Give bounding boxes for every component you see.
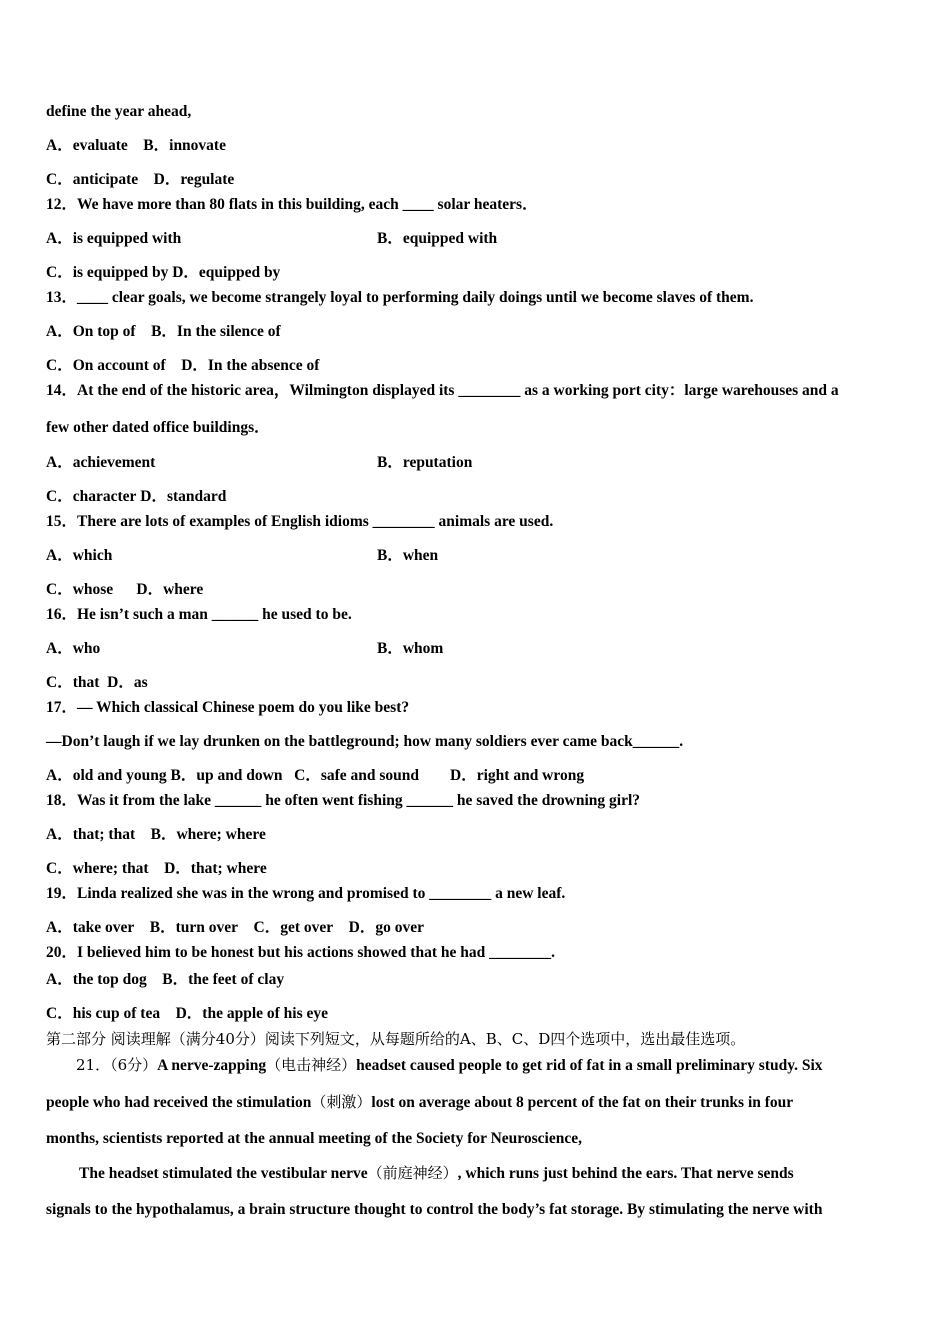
q20-option-b[interactable]: B．the feet of clay: [162, 971, 285, 988]
q18-stem: 18．Was it from the lake ______ he often went fishing ______ he saved the drowning girl?: [46, 792, 641, 809]
q14-stem-line1: 14．At the end of the historic area，Wilmington displayed its ________ as a working port city：large warehouses and a: [46, 382, 839, 399]
q19-option-b[interactable]: B．turn over: [149, 919, 239, 936]
q16-stem: 16．He isn’t such a man ______ he used to be.: [46, 606, 352, 623]
q18-option-a[interactable]: A．that; that: [46, 826, 136, 843]
q11-option-b[interactable]: B．innovate: [143, 137, 226, 154]
q12-option-d[interactable]: D．equipped by: [172, 264, 281, 281]
q15-options-row2: [46, 580, 910, 600]
q12-options-row2: [46, 263, 910, 283]
q14-stem-line2: few other dated office buildings．: [46, 419, 270, 436]
q12-option-b[interactable]: B．equipped with: [377, 230, 498, 247]
q15-option-d[interactable]: D．where: [136, 581, 204, 598]
q13-stem: 13．____ clear goals, we become strangely loyal to performing daily doings until we become slaves of them.: [46, 289, 754, 306]
q13-option-d[interactable]: D．In the absence of: [181, 357, 320, 374]
q21-p1-l1b: （电击神经）: [266, 1056, 357, 1074]
q11-options-row2: [46, 170, 910, 190]
q21-para1-line2: [46, 1092, 910, 1113]
q21-p1-l1a: A nerve-zapping: [157, 1057, 267, 1074]
q17-option-a[interactable]: A．old and young: [46, 767, 167, 784]
q13-option-c[interactable]: C．On account of: [46, 357, 166, 374]
q18-options-row2: [46, 859, 910, 879]
q13-options-row2: [46, 356, 910, 376]
q20-stem: 20．I believed him to be honest but his actions showed that he had ________.: [46, 944, 555, 961]
q17-option-c[interactable]: C．safe and sound: [294, 767, 420, 784]
q16-options-row1: [46, 639, 910, 659]
q21-p2-l1b: （前庭神经）: [367, 1164, 458, 1182]
q16-option-a[interactable]: A．who: [46, 640, 101, 657]
q14-option-c[interactable]: C．character: [46, 488, 137, 505]
q11-options-row1: [46, 136, 910, 156]
q18-option-d[interactable]: D．that; where: [164, 860, 267, 877]
q15-option-a[interactable]: A．which: [46, 547, 113, 564]
q21-number: 21．（6分）: [76, 1056, 158, 1074]
q14-option-a[interactable]: A．achievement: [46, 454, 156, 471]
q21-p1-l2c: lost on average about 8 percent of the fat on their trunks in four: [371, 1094, 794, 1111]
q14-options-row2: [46, 487, 910, 507]
q12-stem: 12．We have more than 80 flats in this building, each ____ solar heaters．: [46, 196, 538, 213]
q12-options-row1: [46, 229, 910, 249]
q20-option-c[interactable]: C．his cup of tea: [46, 1005, 161, 1022]
q15-options-row1: [46, 546, 910, 566]
q18-options-row1: [46, 825, 910, 845]
q16-option-b[interactable]: B．whom: [377, 640, 444, 657]
q18-option-b[interactable]: B．where; where: [150, 826, 266, 843]
q17-reply: —Don’t laugh if we lay drunken on the battleground; how many soldiers ever came back______.: [46, 733, 684, 750]
q11-option-d[interactable]: D．regulate: [153, 171, 235, 188]
q21-p2-l1a: The headset stimulated the vestibular nerve: [79, 1165, 368, 1182]
q17-option-d[interactable]: D．right and wrong: [450, 767, 585, 784]
q15-stem: 15．There are lots of examples of English idioms ________ animals are used.: [46, 513, 554, 530]
q16-options-row2: [46, 673, 910, 693]
q17-option-b[interactable]: B．up and down: [170, 767, 283, 784]
q21-p2-l1c: , which runs just behind the ears. That nerve sends: [457, 1165, 794, 1182]
q19-stem: 19．Linda realized she was in the wrong and promised to ________ a new leaf.: [46, 885, 566, 902]
q18-option-c[interactable]: C．where; that: [46, 860, 149, 877]
q21-p1-l1c: headset caused people to get rid of fat in a small preliminary study. Six: [356, 1057, 823, 1074]
q14-option-b[interactable]: B．reputation: [377, 454, 473, 471]
q21-p1-l2b: （刺激）: [311, 1093, 372, 1111]
q16-option-c[interactable]: C．that: [46, 674, 100, 691]
q19-option-d[interactable]: D．go over: [348, 919, 424, 936]
section2-header: 第二部分 阅读理解（满分40分）阅读下列短文，从每题所给的A、B、C、D四个选项中，选出最佳选项。: [46, 1030, 746, 1048]
q11-option-c[interactable]: C．anticipate: [46, 171, 139, 188]
q12-option-c[interactable]: C．is equipped by: [46, 264, 169, 281]
q16-option-d[interactable]: D．as: [107, 674, 148, 691]
q14-options-row1: [46, 453, 910, 473]
q13-option-b[interactable]: B．In the silence of: [151, 323, 281, 340]
q17-stem: 17．— Which classical Chinese poem do you like best?: [46, 699, 410, 716]
q15-option-b[interactable]: B．when: [377, 547, 439, 564]
q21-para2-line2: signals to the hypothalamus, a brain structure thought to control the body’s fat storage. By stimulating the nerve with: [46, 1201, 823, 1218]
q19-option-a[interactable]: A．take over: [46, 919, 135, 936]
q17-options-row: [46, 766, 910, 786]
q11-option-a[interactable]: A．evaluate: [46, 137, 128, 154]
q20-options-row2: [46, 1004, 910, 1024]
q19-option-c[interactable]: C．get over: [253, 919, 334, 936]
q15-option-c[interactable]: C．whose: [46, 581, 114, 598]
q12-option-a[interactable]: A．is equipped with: [46, 230, 182, 247]
q20-option-d[interactable]: D．the apple of his eye: [175, 1005, 329, 1022]
q19-options-row: [46, 918, 910, 938]
q11-stem-tail: define the year ahead,: [46, 103, 192, 120]
q20-options-row1: [46, 970, 910, 990]
q13-option-a[interactable]: A．On top of: [46, 323, 136, 340]
q14-option-d[interactable]: D．standard: [140, 488, 227, 505]
q21-p1-l2a: people who had received the stimulation: [46, 1094, 312, 1111]
q21-para1-line1: [46, 1055, 910, 1076]
q20-option-a[interactable]: A．the top dog: [46, 971, 147, 988]
q21-para2-line1: [46, 1163, 910, 1184]
q21-para1-line3: months, scientists reported at the annual meeting of the Society for Neuroscience,: [46, 1130, 582, 1147]
q13-options-row1: [46, 322, 910, 342]
